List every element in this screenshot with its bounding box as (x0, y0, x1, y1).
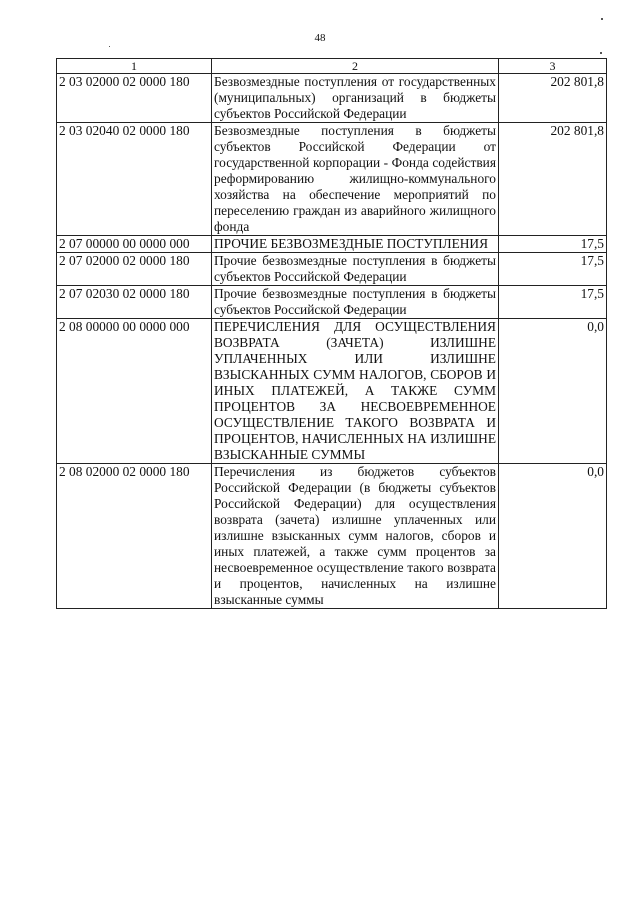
table-header-row (57, 59, 607, 74)
table-row (57, 123, 607, 236)
revenue-sum: 17,5 (499, 236, 607, 253)
revenue-code: 2 07 00000 00 0000 000 (57, 236, 212, 253)
revenue-code: 2 08 00000 00 0000 000 (57, 319, 212, 464)
revenue-code: 2 03 02040 02 0000 180 (57, 123, 212, 236)
revenue-code: 2 08 02000 02 0000 180 (57, 464, 212, 609)
table-row (57, 286, 607, 319)
table-row (57, 253, 607, 286)
revenue-sum: 202 801,8 (499, 74, 607, 123)
revenue-name: Безвозмездные поступления в бюджеты субъектов Российской Федерации от государственной корпорации - Фонда содействия реформированию жилищно-коммунального хозяйства на обеспечение мероприятий по переселению граждан из аварийного жилищного фонда (212, 123, 499, 236)
revenue-name: ПЕРЕЧИСЛЕНИЯ ДЛЯ ОСУЩЕСТВЛЕНИЯ ВОЗВРАТА (ЗАЧЕТА) ИЗЛИШНЕ УПЛАЧЕННЫХ ИЛИ ИЗЛИШНЕ ВЗЫСКАННЫХ СУММ НАЛОГОВ, СБОРОВ И ИНЫХ ПЛАТЕЖЕЙ, А ТАКЖЕ СУММ ПРОЦЕНТОВ ЗА НЕСВОЕВРЕМЕННОЕ ОСУЩЕСТВЛЕНИЕ ТАКОГО ВОЗВРАТА И ПРОЦЕНТОВ, НАЧИСЛЕННЫХ НА ИЗЛИШНЕ ВЗЫСКАННЫЕ СУММЫ (212, 319, 499, 464)
column-header-3: 3 (499, 59, 607, 74)
revenue-sum: 0,0 (499, 319, 607, 464)
budget-revenue-table (56, 58, 607, 609)
column-header-2: 2 (212, 59, 499, 74)
revenue-code: 2 03 02000 02 0000 180 (57, 74, 212, 123)
revenue-code: 2 07 02000 02 0000 180 (57, 253, 212, 286)
page-number: 48 (314, 32, 326, 44)
revenue-name: ПРОЧИЕ БЕЗВОЗМЕЗДНЫЕ ПОСТУПЛЕНИЯ (212, 236, 499, 253)
revenue-sum: 17,5 (499, 286, 607, 319)
scan-speck (601, 18, 603, 20)
table-row (57, 236, 607, 253)
revenue-name: Прочие безвозмездные поступления в бюджеты субъектов Российской Федерации (212, 286, 499, 319)
revenue-code: 2 07 02030 02 0000 180 (57, 286, 212, 319)
revenue-name: Безвозмездные поступления от государственных (муниципальных) организаций в бюджеты субъектов Российской Федерации (212, 74, 499, 123)
revenue-sum: 0,0 (499, 464, 607, 609)
revenue-name: Прочие безвозмездные поступления в бюджеты субъектов Российской Федерации (212, 253, 499, 286)
revenue-sum: 202 801,8 (499, 123, 607, 236)
table-row (57, 319, 607, 464)
revenue-sum: 17,5 (499, 253, 607, 286)
table-row (57, 74, 607, 123)
table-row (57, 464, 607, 609)
column-header-1: 1 (57, 59, 212, 74)
scan-speck (600, 52, 602, 54)
revenue-name: Перечисления из бюджетов субъектов Российской Федерации (в бюджеты субъектов Российской Федерации) для осуществления возврата (зачета) излишне уплаченных или излишне взысканных сумм налогов, сборов и иных платежей, а также сумм процентов за несвоевременное осуществление такого возврата и процентов, начисленных на излишне взысканные суммы (212, 464, 499, 609)
scan-speck (109, 46, 110, 47)
